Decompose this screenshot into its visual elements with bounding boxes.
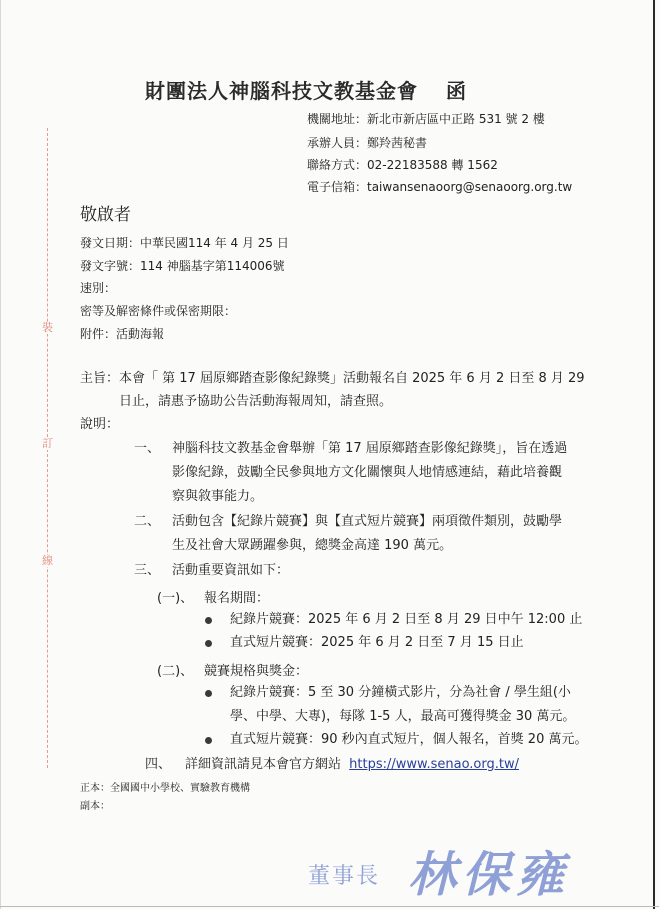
item-4-label: 詳細資訊請見本會官方網站 — [185, 757, 342, 772]
item-3-text: 活動重要資訊如下： — [172, 563, 290, 578]
attachment-field: 附件：活動海報 — [80, 327, 165, 341]
document-kind: 函 — [446, 79, 467, 103]
binding-char-xian: 線 — [42, 554, 53, 567]
page-edge-bottom — [0, 906, 659, 907]
bullet-icon — [205, 737, 212, 744]
item-4-number: 四、 — [145, 757, 172, 772]
sub-1-bullet-2: 直式短片競賽：2025 年 6 月 2 日至 7 月 15 日止 — [230, 635, 524, 650]
subject-line-2: 日止，請惠予協助公告活動海報周知，請查照。 — [119, 394, 393, 409]
sub-2-bullet-1-line-1: 紀錄片競賽：5 至 30 分鐘橫式影片，分為社會 / 學生組(小 — [230, 685, 571, 700]
copy-recipients: 副本： — [80, 801, 110, 812]
sub-1-number: (一)、 — [157, 591, 194, 606]
sub-2-number: (二)、 — [157, 664, 194, 679]
item-1-line-2: 影像紀錄，鼓勵全民參與地方文化關懷與人地情感連結，藉此培養觀 — [172, 465, 563, 480]
sub-2-label: 競賽規格與獎金： — [204, 664, 309, 679]
org-name: 財團法人神腦科技文教基金會 — [145, 79, 418, 103]
sender-email: 電子信箱：taiwansenaoorg@senaoorg.org.tw — [307, 180, 573, 194]
explanation-label: 說明： — [80, 417, 120, 432]
sender-phone: 聯絡方式：02-22183588 轉 1562 — [307, 158, 498, 172]
sub-2-bullet-2: 直式短片競賽：90 秒內直式短片，個人報名，首獎 20 萬元。 — [230, 732, 588, 747]
sub-2-bullet-1-line-2: 學、中學、大專)，每隊 1-5 人，最高可獲得獎金 30 萬元。 — [230, 709, 576, 724]
signature-name: 林保雍 — [408, 847, 571, 903]
bullet-icon — [205, 690, 212, 697]
page-edge-left — [0, 0, 1, 909]
secrecy-field: 密等及解密條件或保密期限： — [80, 304, 237, 318]
speed-field: 速別： — [80, 281, 117, 295]
item-4-text — [185, 757, 519, 773]
recipient: 敬啟者 — [80, 205, 131, 225]
subject-line-1: 主旨：本會「 第 17 屆原鄉踏查影像紀錄獎」活動報名自 2025 年 6 月 2 日至 8 月 29 — [80, 371, 585, 386]
signature-title: 董事長 — [308, 864, 381, 889]
item-1-line-3: 察與敘事能力。 — [172, 489, 264, 504]
item-2-line-2: 生及社會大眾踴躍參與，總獎金高達 190 萬元。 — [172, 538, 453, 553]
issue-number: 發文字號：114 神腦基字第114006號 — [80, 259, 285, 273]
document-title — [145, 75, 467, 104]
binding-char-zhuang: 裝 — [42, 321, 53, 334]
bullet-icon — [205, 640, 212, 647]
sub-1-bullet-1: 紀錄片競賽：2025 年 6 月 2 日至 8 月 29 日中午 12:00 止 — [230, 612, 583, 627]
item-1-line-1: 神腦科技文教基金會舉辦「第 17 屆原鄉踏查影像紀錄獎」，旨在透過 — [172, 441, 568, 456]
sender-address: 機關地址：新北市新店區中正路 531 號 2 樓 — [307, 112, 545, 126]
binding-char-ding: 訂 — [42, 437, 53, 450]
sub-1-label: 報名期間： — [204, 591, 270, 606]
item-3-number: 三、 — [134, 563, 161, 578]
item-1-number: 一、 — [134, 441, 161, 456]
official-website-link[interactable]: https://www.senao.org.tw/ — [349, 757, 519, 772]
issue-date: 發文日期：中華民國114 年 4 月 25 日 — [80, 236, 289, 250]
item-2-line-1: 活動包含【紀錄片競賽】與【直式短片競賽】兩項徵件類別，鼓勵學 — [172, 514, 563, 529]
sender-contact: 承辦人員：鄭羚茜秘書 — [307, 136, 428, 150]
item-2-number: 二、 — [134, 514, 161, 529]
page-edge-right — [653, 0, 655, 909]
bullet-icon — [205, 617, 212, 624]
original-recipients: 正本：全國國中小學校、實驗教育機構 — [80, 783, 250, 794]
